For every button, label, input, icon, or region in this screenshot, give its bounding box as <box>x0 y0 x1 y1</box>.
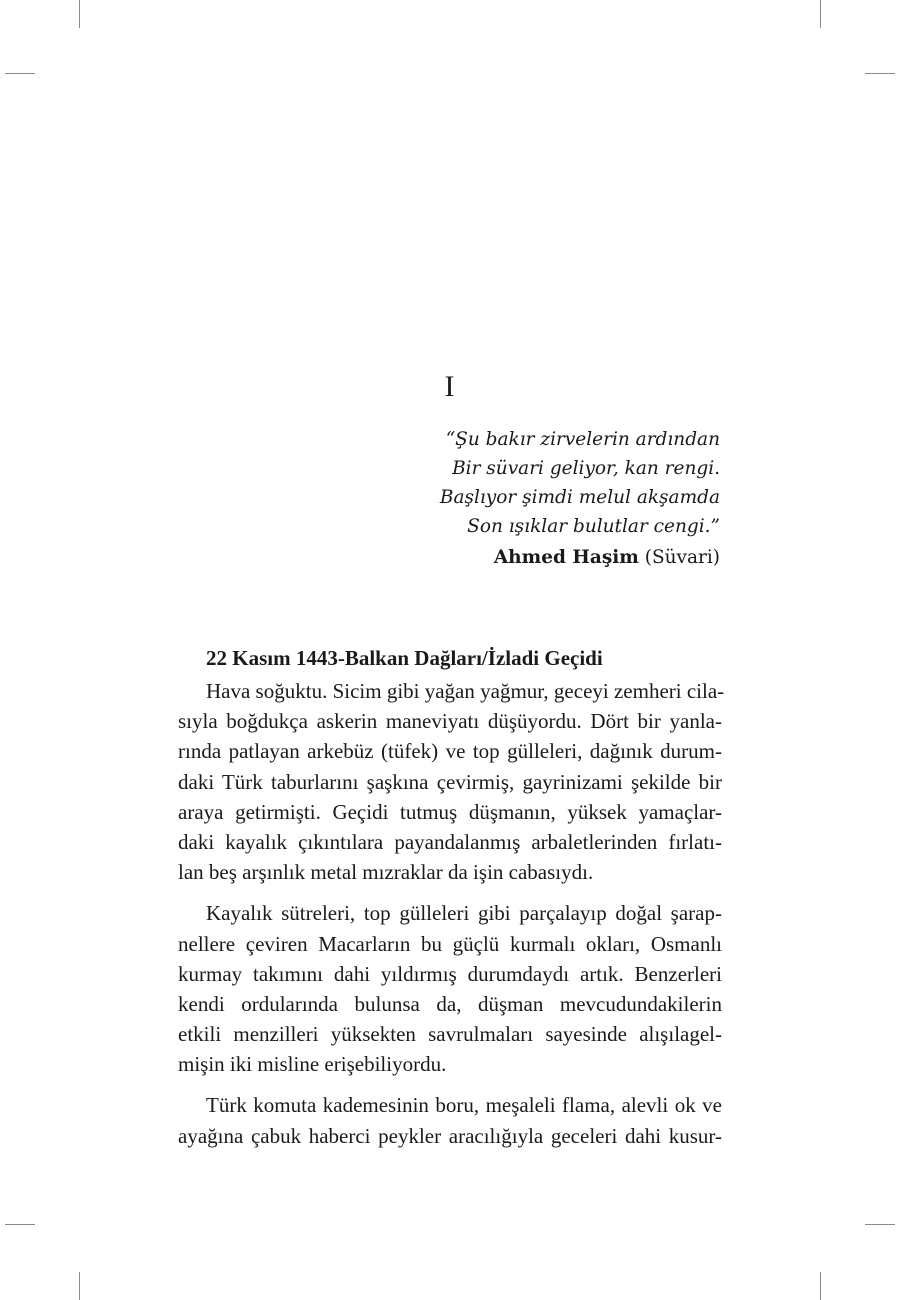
epigraph-line: Son ışıklar bulutlar cengi.” <box>467 516 720 537</box>
epigraph-line: Başlıyor şimdi melul akşamda <box>439 487 720 508</box>
paragraph <box>178 1090 722 1150</box>
text-line: daki Türk taburlarını şaşkına çevirmiş, gayrinizami şekilde bir <box>178 769 722 794</box>
epigraph-line: Bir süvari geliyor, kan rengi. <box>452 458 720 479</box>
text-line: mişin iki misline erişebiliyordu. <box>178 1052 447 1077</box>
body-text <box>178 676 725 1162</box>
section-heading: 22 Kasım 1443-Balkan Dağları/İzladi Geçidi <box>206 646 603 670</box>
crop-mark-left-bottom <box>5 1224 35 1225</box>
paragraph <box>178 676 725 887</box>
text-line: etkili menzilleri yüksekten savrulmaları sayesinde alışılagel- <box>178 1022 722 1047</box>
text-line: kendi ordularında bulunsa da, düşman mevcudundakilerin <box>178 991 722 1016</box>
paragraph <box>178 898 722 1079</box>
epigraph-author: Ahmed Haşim <box>493 547 639 568</box>
crop-mark-top-right <box>820 0 821 28</box>
crop-mark-bottom-right <box>820 1272 821 1300</box>
crop-mark-right-top <box>865 73 895 74</box>
text-line: Türk komuta kademesinin boru, meşaleli flama, alevli ok ve <box>206 1093 722 1118</box>
text-line: kurmay takımını dahi yıldırmış durumdaydı artık. Benzerleri <box>178 961 722 986</box>
text-line: nellere çeviren Macarların bu güçlü kurmalı okları, Osmanlı <box>178 931 722 956</box>
crop-mark-top-left <box>79 0 80 28</box>
text-line: sıyla boğdukça askerin maneviyatı düşüyordu. Dört bir yanla- <box>178 709 722 734</box>
crop-mark-right-bottom <box>865 1224 895 1225</box>
epigraph-source: (Süvari) <box>644 547 720 568</box>
epigraph <box>320 425 720 541</box>
crop-mark-bottom-left <box>79 1272 80 1300</box>
text-line: araya getirmişti. Geçidi tutmuş düşmanın, yüksek yamaçlar- <box>178 799 722 824</box>
text-line: Kayalık sütreleri, top gülleleri gibi parçalayıp doğal şarap- <box>206 901 722 926</box>
text-line: daki kayalık çıkıntılara payandalanmış arbaletlerinden fırlatı- <box>178 829 722 854</box>
text-line: ayağına çabuk haberci peykler aracılığıyla geceleri dahi kusur- <box>178 1123 722 1148</box>
text-line: lan beş arşınlık metal mızraklar da işin cabasıydı. <box>178 860 594 885</box>
text-line: Hava soğuktu. Sicim gibi yağan yağmur, geceyi zemheri cila- <box>206 679 725 703</box>
chapter-number: I <box>444 370 456 403</box>
crop-mark-left-top <box>5 73 35 74</box>
epigraph-line: “Şu bakır zirvelerin ardından <box>445 429 720 450</box>
text-line: rında patlayan arkebüz (tüfek) ve top gülleleri, dağınık durum- <box>178 739 722 764</box>
epigraph-attribution <box>494 547 720 568</box>
